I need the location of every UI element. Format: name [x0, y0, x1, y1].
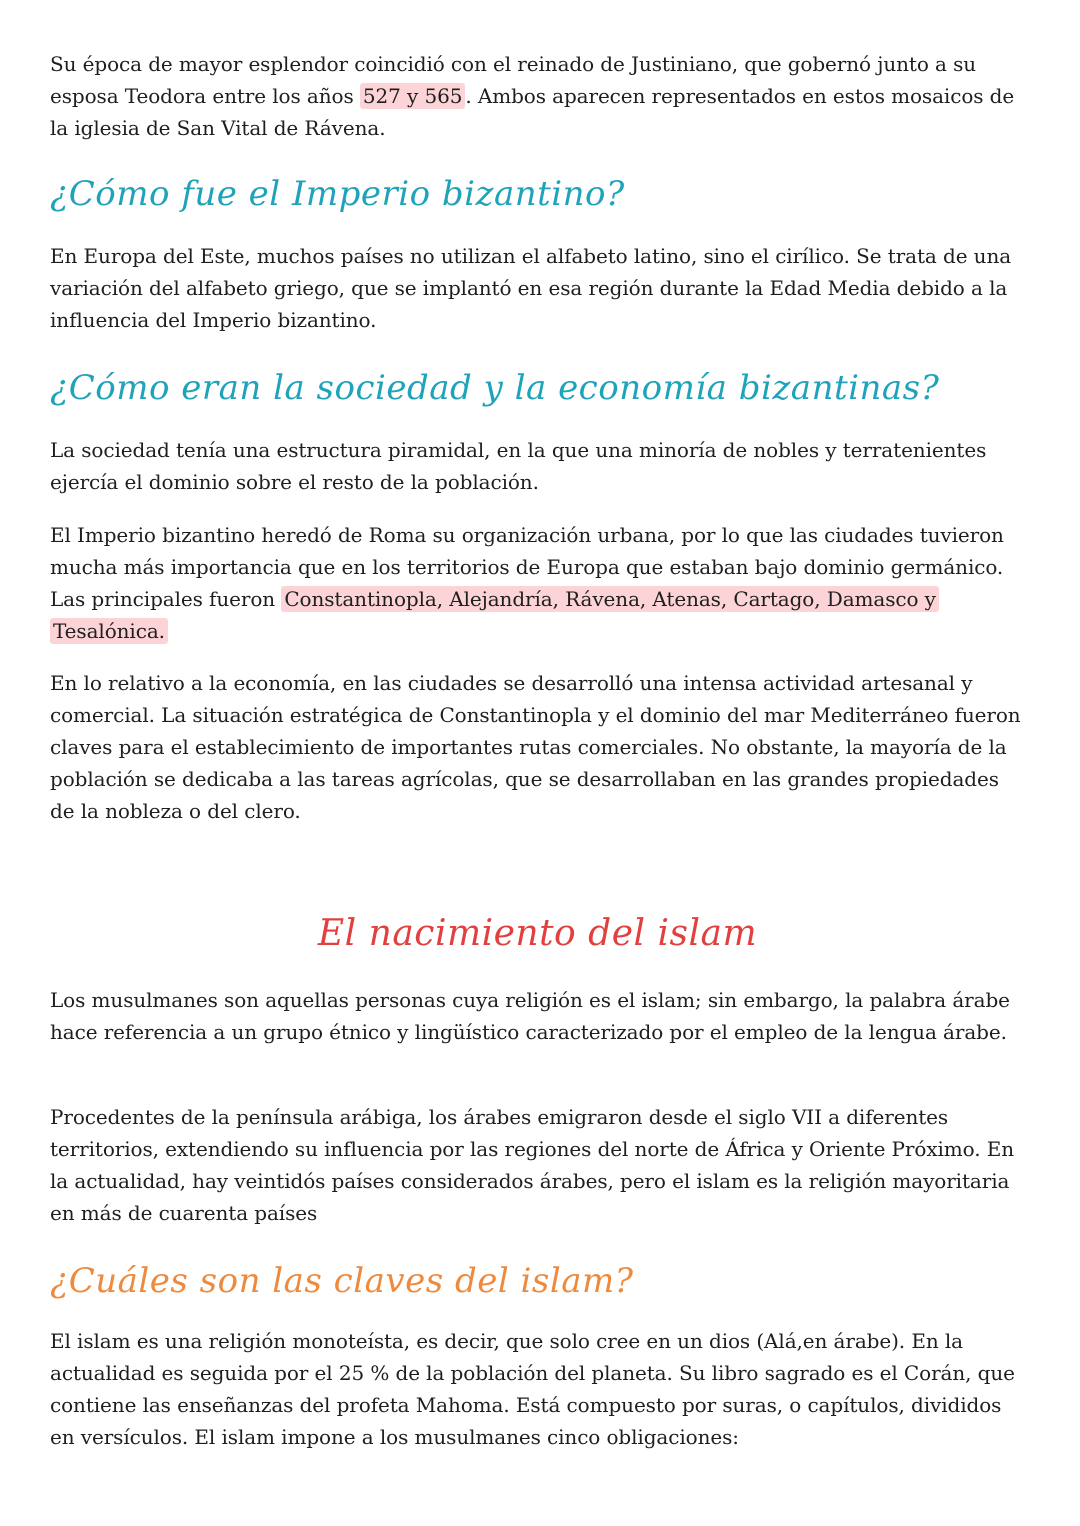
- highlight-years: 527 y 565: [360, 83, 465, 109]
- paragraph-justiniano: [50, 48, 1025, 144]
- paragraph-religion-monoteista: El islam es una religión monoteísta, es decir, que solo cree en un dios (Alá,en árabe). En la actualidad es seguida por el 25 % de la población del planeta. Su libro sagrado es el Corán, que contiene las enseñanzas del profeta Mahoma. Está compuesto por suras, o capítulos, divididos en versículos. El islam impone a los musulmanes cinco obligaciones:: [50, 1329, 1015, 1449]
- heading-sociedad-economia: ¿Cómo eran la sociedad y la economía bizantinas?: [50, 368, 940, 408]
- paragraph-arabes: Procedentes de la península arábiga, los árabes emigraron desde el siglo VII a diferentes territorios, extendiendo su influencia por las regiones del norte de África y Oriente Próximo. En la actualidad, hay veintidós países considerados árabes, pero el islam es la religión mayoritaria en más de cuarenta países: [50, 1105, 1015, 1225]
- paragraph-text: El Imperio bizantino heredó de Roma su organización urbana, por lo que las ciudades tuvieron mucha más importancia que en los territorios de Europa que estaban bajo dominio germánico. Las principales fueron: [50, 523, 1004, 611]
- paragraph-economia: En lo relativo a la economía, en las ciudades se desarrolló una intensa actividad artesanal y comercial. La situación estratégica de Constantinopla y el dominio del mar Mediterráneo fueron claves para el establecimiento de importantes rutas comerciales. No obstante, la mayoría de la población se dedicaba a las tareas agrícolas, que se desarrollaban en las grandes propiedades de la nobleza o del clero.: [50, 671, 1021, 823]
- highlight-cities: Constantinopla, Alejandría, Rávena, Atenas, Cartago, Damasco y Tesalónica.: [50, 586, 939, 644]
- paragraph-organizacion-urbana: [50, 519, 1025, 647]
- heading-imperio-bizantino: ¿Cómo fue el Imperio bizantino?: [50, 174, 625, 214]
- heading-claves-islam: ¿Cuáles son las claves del islam?: [50, 1261, 634, 1301]
- heading-nacimiento-islam: El nacimiento del islam: [317, 913, 758, 954]
- paragraph-text: Su época de mayor esplendor coincidió con el reinado de Justiniano, que gobernó junto a su esposa Teodora entre los años: [50, 52, 977, 108]
- paragraph-sociedad-piramidal: La sociedad tenía una estructura piramidal, en la que una minoría de nobles y terratenientes ejercía el dominio sobre el resto de la población.: [50, 438, 987, 494]
- paragraph-alfabeto-cirilico: En Europa del Este, muchos países no utilizan el alfabeto latino, sino el cirílico. Se trata de una variación del alfabeto griego, que se implantó en esa región durante la Edad Media debido a la influencia del Imperio bizantino.: [50, 244, 1012, 332]
- paragraph-text: . Ambos aparecen representados en estos mosaicos de la iglesia de San Vital de Rávena.: [50, 84, 1015, 140]
- paragraph-musulmanes: Los musulmanes son aquellas personas cuya religión es el islam; sin embargo, la palabra árabe hace referencia a un grupo étnico y lingüístico caracterizado por el empleo de la lengua árabe.: [50, 988, 1010, 1044]
